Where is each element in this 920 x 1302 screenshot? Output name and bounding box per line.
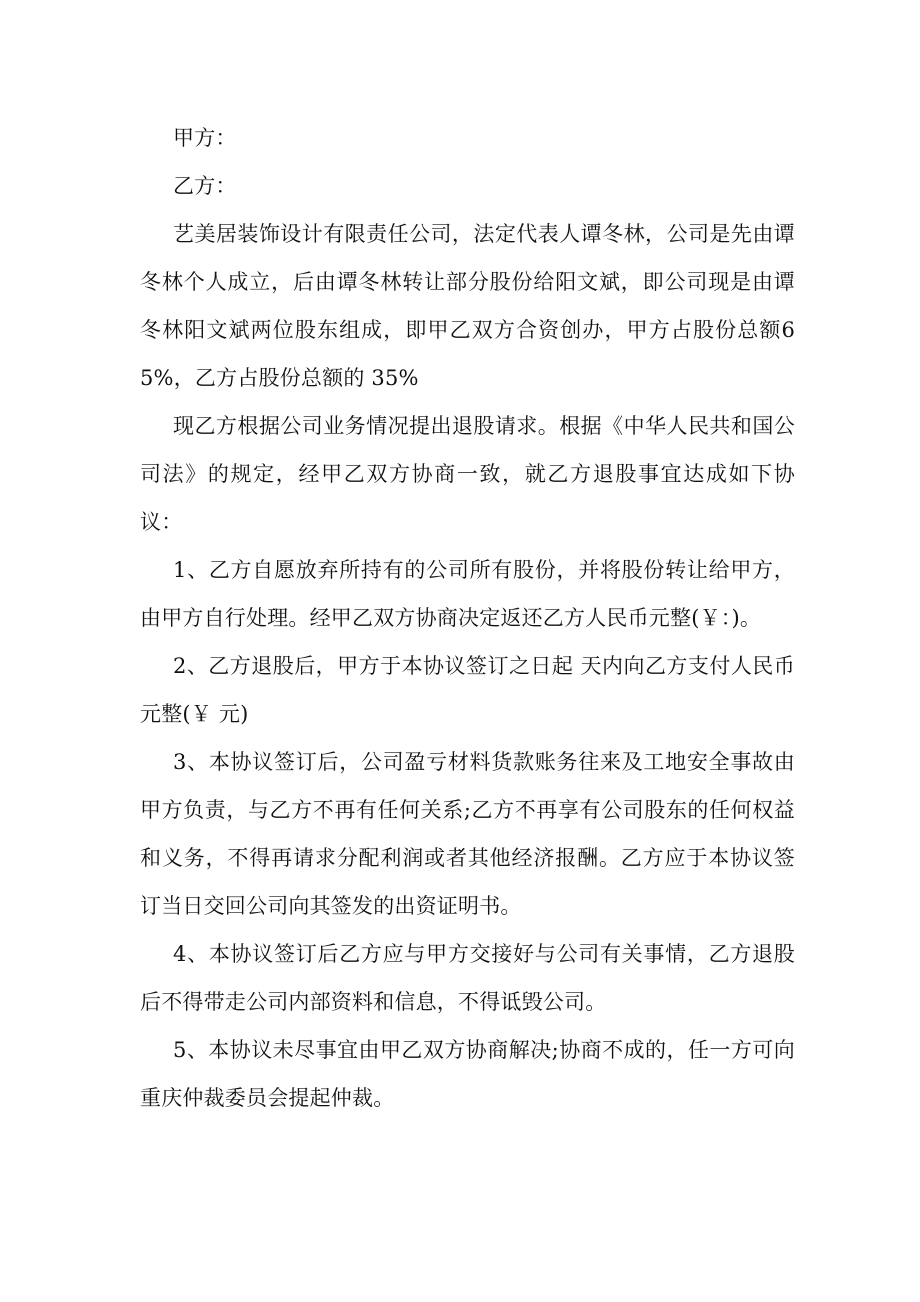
clause-3: 3、本协议签订后，公司盈亏材料货款账务往来及工地安全事故由甲方负责，与乙方不再有任何关系;乙方不再享有公司股东的任何权益和义务，不得再请求分配利润或者其他经济报酬。乙方应于本协议签订当日交回公司向其签发的出资证明书。 (140, 750, 795, 918)
clause-5: 5、本协议未尽事宜由甲乙双方协商解决;协商不成的，任一方可向重庆仲裁委员会提起仲裁。 (140, 1038, 795, 1110)
clause-2: 2、乙方退股后，甲方于本协议签订之日起 天内向乙方支付人民币 元整(￥ 元) (140, 654, 802, 726)
clause-4: 4、本协议签订后乙方应与甲方交接好与公司有关事情，乙方退股后不得带走公司内部资料和信息，不得诋毁公司。 (140, 942, 795, 1014)
clause-1: 1、乙方自愿放弃所持有的公司所有股份，并将股份转让给甲方，由甲方自行处理。经甲乙双方协商决定返还乙方人民币元整(￥：)。 (140, 558, 795, 630)
agreement-body (140, 114, 802, 1122)
party-b-line: 乙方： (173, 174, 237, 198)
paragraph-withdrawal-request: 现乙方根据公司业务情况提出退股请求。根据《中华人民共和国公司法》的规定，经甲乙双方协商一致，就乙方退股事宜达成如下协议： (140, 414, 795, 534)
paragraph-company-background: 艺美居装饰设计有限责任公司，法定代表人谭冬林，公司是先由谭冬林个人成立，后由谭冬林转让部分股份给阳文斌，即公司现是由谭冬林阳文斌两位股东组成，即甲乙双方合资创办，甲方占股份总额65%，乙方占股份总额的 35% (140, 222, 795, 390)
party-a-line: 甲方： (173, 126, 237, 150)
